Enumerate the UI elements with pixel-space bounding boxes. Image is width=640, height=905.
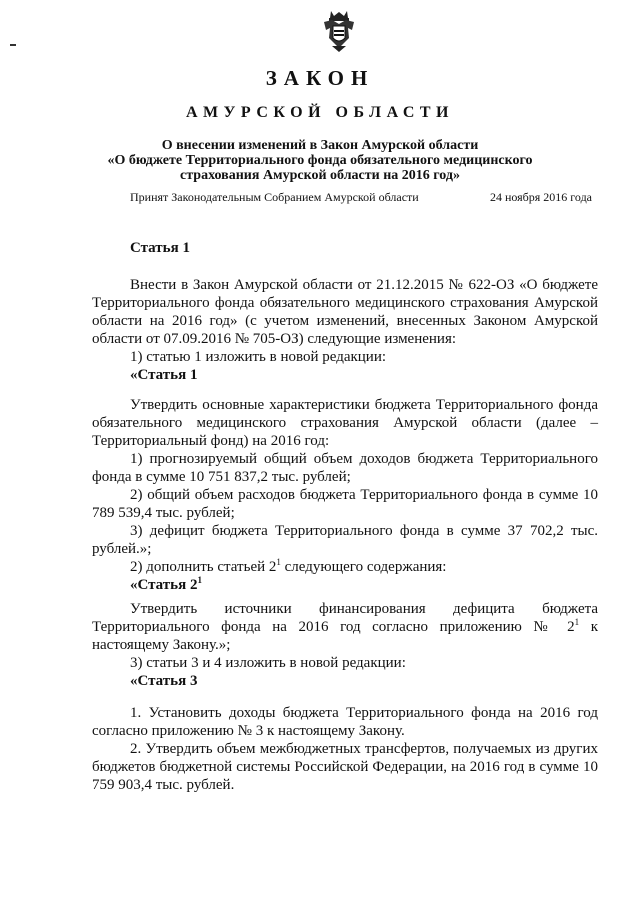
list-item: 2) общий объем расходов бюджета Территориального фонда в сумме 10 789 539,4 тыс. рублей; — [92, 487, 598, 521]
list-item: 2) дополнить статьей $2^1$ следующего содержания: — [130, 557, 447, 575]
quoted-article-heading: «Статья $2^1$ — [130, 575, 202, 593]
law-heading-line: О внесении изменений в Закон Амурской области — [161, 138, 479, 153]
document-type: ЗАКОН — [265, 66, 375, 90]
adopted-date: 24 ноября 2016 года — [489, 190, 592, 204]
paragraph: 2. Утвердить объем межбюджетных трансфертов, получаемых из других бюджетов бюджетной системы Российской Федерации, на 2016 год в сумме 10 759 903,4 тыс. рублей. — [92, 741, 598, 793]
quoted-article-2-body — [92, 600, 598, 690]
paragraph: Утвердить основные характеристики бюджета Территориального фонда обязательного медицинского страхования Амурской области (далее – Территориальный фонд) на 2016 год: — [92, 397, 598, 449]
quoted-article-heading: «Статья 3 — [130, 673, 198, 689]
law-heading-line: «О бюджете Территориального фонда обязательного медицинского — [107, 153, 533, 168]
quoted-article-3-body — [92, 704, 598, 794]
paragraph: 1. Установить доходы бюджета Территориального фонда на 2016 год согласно приложению № 3 к настоящему Закону. — [92, 705, 598, 739]
list-item: 3) статьи 3 и 4 изложить в новой редакции: — [130, 655, 406, 671]
intro-paragraph: Внести в Закон Амурской области от 21.12.2015 № 622-ОЗ «О бюджете Территориального фонда обязательного медицинского страхования Амурской области на 2016 год» (с учетом изменений, внесенных Законом Амурской области от 07.09.2016 № 705-ОЗ) следующие изменения: — [92, 277, 598, 347]
list-item: 1) прогнозируемый общий объем доходов бюджета Территориального фонда в сумме 10 751 837,2 тыс. рублей; — [92, 451, 598, 485]
list-item: 1) статью 1 изложить в новой редакции: — [130, 349, 387, 365]
list-item: 3) дефицит бюджета Территориального фонда в сумме 37 702,2 тыс. рублей.»; — [92, 523, 598, 557]
law-heading-line: страхования Амурской области на 2016 год» — [180, 168, 460, 183]
region-title: АМУРСКОЙ ОБЛАСТИ — [186, 104, 454, 121]
article-1-body — [92, 276, 598, 384]
scan-mark — [10, 44, 16, 46]
adopted-by: Принят Законодательным Собранием Амурской области — [130, 190, 419, 204]
quoted-article-1-body — [92, 396, 598, 594]
article-1-heading: Статья 1 — [130, 240, 190, 256]
amur-region-coat-of-arms-icon — [322, 8, 356, 54]
law-heading — [0, 138, 640, 183]
quoted-article-heading: «Статья 1 — [130, 367, 198, 383]
adoption-line — [130, 190, 592, 205]
paragraph: Утвердить источники финансирования дефицита бюджета Территориального фонда на 2016 год согласно приложению № $2^1$ к настоящему Закону.»; — [92, 601, 598, 653]
